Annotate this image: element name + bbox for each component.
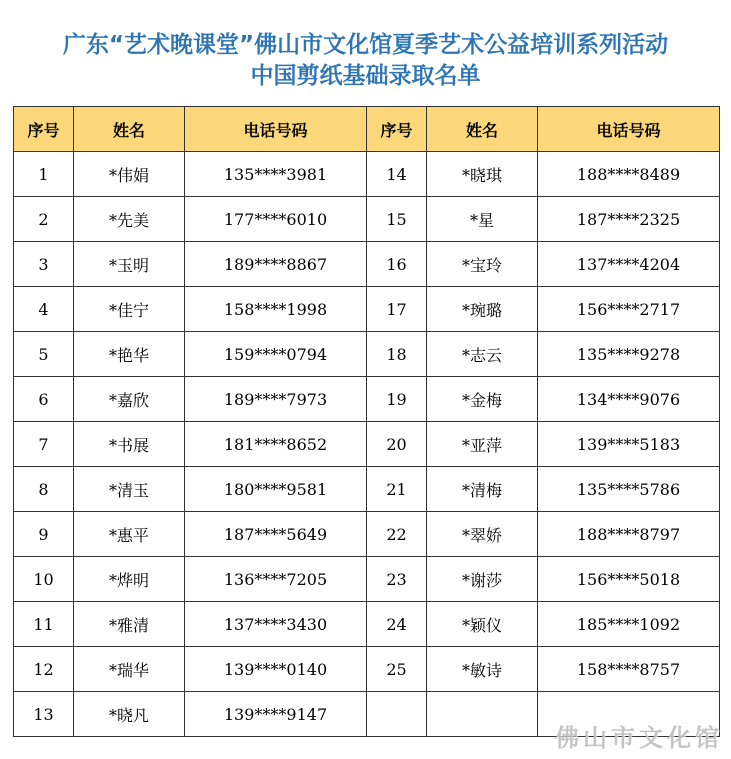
- cell-right-name: *清梅: [427, 467, 538, 512]
- cell-left-name: *雅清: [74, 602, 185, 647]
- cell-right-name: *琬璐: [427, 287, 538, 332]
- cell-left-index: 11: [14, 602, 74, 647]
- table-row: [14, 197, 720, 242]
- table-row: [14, 332, 720, 377]
- cell-left-name: *先美: [74, 197, 185, 242]
- cell-right-name: *亚萍: [427, 422, 538, 467]
- cell-right-phone: 188****8797: [538, 512, 720, 557]
- cell-right-index: 22: [367, 512, 427, 557]
- table-row: [14, 467, 720, 512]
- cell-left-name: *书展: [74, 422, 185, 467]
- cell-right-index: 14: [367, 152, 427, 197]
- cell-left-index: 6: [14, 377, 74, 422]
- cell-left-phone: 159****0794: [185, 332, 367, 377]
- header-name-right: 姓名: [427, 107, 538, 152]
- cell-right-phone: 185****1092: [538, 602, 720, 647]
- cell-left-phone: 136****7205: [185, 557, 367, 602]
- cell-right-index: 18: [367, 332, 427, 377]
- cell-right-name: [427, 692, 538, 737]
- table-row: [14, 602, 720, 647]
- cell-right-name: *金梅: [427, 377, 538, 422]
- cell-right-phone: 188****8489: [538, 152, 720, 197]
- header-name-left: 姓名: [74, 107, 185, 152]
- header-phone-right: 电话号码: [538, 107, 720, 152]
- cell-left-phone: 187****5649: [185, 512, 367, 557]
- cell-right-name: *星: [427, 197, 538, 242]
- cell-right-phone: 135****9278: [538, 332, 720, 377]
- table-row: [14, 422, 720, 467]
- cell-right-index: 23: [367, 557, 427, 602]
- header-phone-left: 电话号码: [185, 107, 367, 152]
- cell-left-index: 4: [14, 287, 74, 332]
- cell-left-phone: 189****7973: [185, 377, 367, 422]
- cell-left-index: 3: [14, 242, 74, 287]
- cell-right-phone: 158****8757: [538, 647, 720, 692]
- cell-left-index: 10: [14, 557, 74, 602]
- cell-left-phone: 158****1998: [185, 287, 367, 332]
- cell-left-phone: 139****9147: [185, 692, 367, 737]
- header-index-left: 序号: [14, 107, 74, 152]
- cell-left-name: *瑞华: [74, 647, 185, 692]
- cell-right-index: 24: [367, 602, 427, 647]
- cell-right-index: [367, 692, 427, 737]
- cell-right-name: *谢莎: [427, 557, 538, 602]
- cell-left-index: 8: [14, 467, 74, 512]
- cell-right-phone: 135****5786: [538, 467, 720, 512]
- cell-left-name: *玉明: [74, 242, 185, 287]
- cell-right-name: *志云: [427, 332, 538, 377]
- cell-right-name: *翠娇: [427, 512, 538, 557]
- watermark-logo: 佛山市文化馆: [555, 724, 723, 752]
- page-subtitle: 中国剪纸基础录取名单: [250, 63, 481, 89]
- table-row: [14, 647, 720, 692]
- cell-left-phone: 180****9581: [185, 467, 367, 512]
- header-index-right: 序号: [367, 107, 427, 152]
- cell-right-name: *颖仪: [427, 602, 538, 647]
- cell-left-index: 13: [14, 692, 74, 737]
- table-header-row: [14, 107, 720, 152]
- cell-left-phone: 177****6010: [185, 197, 367, 242]
- cell-right-index: 20: [367, 422, 427, 467]
- cell-right-index: 19: [367, 377, 427, 422]
- table-row: [14, 287, 720, 332]
- cell-right-phone: 137****4204: [538, 242, 720, 287]
- cell-left-name: *烨明: [74, 557, 185, 602]
- cell-right-index: 17: [367, 287, 427, 332]
- cell-right-index: 16: [367, 242, 427, 287]
- cell-left-phone: 135****3981: [185, 152, 367, 197]
- cell-left-index: 2: [14, 197, 74, 242]
- table-row: [14, 152, 720, 197]
- cell-right-phone: 139****5183: [538, 422, 720, 467]
- cell-right-index: 21: [367, 467, 427, 512]
- cell-left-index: 1: [14, 152, 74, 197]
- cell-left-phone: 139****0140: [185, 647, 367, 692]
- cell-left-phone: 189****8867: [185, 242, 367, 287]
- admission-table: [13, 106, 720, 737]
- cell-left-phone: 137****3430: [185, 602, 367, 647]
- cell-right-index: 15: [367, 197, 427, 242]
- cell-left-name: *艳华: [74, 332, 185, 377]
- cell-left-index: 12: [14, 647, 74, 692]
- cell-right-index: 25: [367, 647, 427, 692]
- page-title: 广东“艺术晚课堂”佛山市文化馆夏季艺术公益培训系列活动: [62, 32, 669, 58]
- cell-right-phone: 187****2325: [538, 197, 720, 242]
- table-row: [14, 377, 720, 422]
- table-row: [14, 557, 720, 602]
- cell-left-index: 7: [14, 422, 74, 467]
- cell-left-name: *晓凡: [74, 692, 185, 737]
- cell-right-phone: 134****9076: [538, 377, 720, 422]
- cell-right-name: *晓琪: [427, 152, 538, 197]
- cell-left-name: *清玉: [74, 467, 185, 512]
- cell-right-phone: 156****2717: [538, 287, 720, 332]
- cell-right-phone: 156****5018: [538, 557, 720, 602]
- table-row: [14, 512, 720, 557]
- cell-right-name: *敏诗: [427, 647, 538, 692]
- cell-left-index: 5: [14, 332, 74, 377]
- cell-left-name: *嘉欣: [74, 377, 185, 422]
- cell-left-index: 9: [14, 512, 74, 557]
- table-row: [14, 242, 720, 287]
- cell-left-name: *惠平: [74, 512, 185, 557]
- cell-left-name: *佳宁: [74, 287, 185, 332]
- cell-left-name: *伟娟: [74, 152, 185, 197]
- cell-left-phone: 181****8652: [185, 422, 367, 467]
- cell-right-name: *宝玲: [427, 242, 538, 287]
